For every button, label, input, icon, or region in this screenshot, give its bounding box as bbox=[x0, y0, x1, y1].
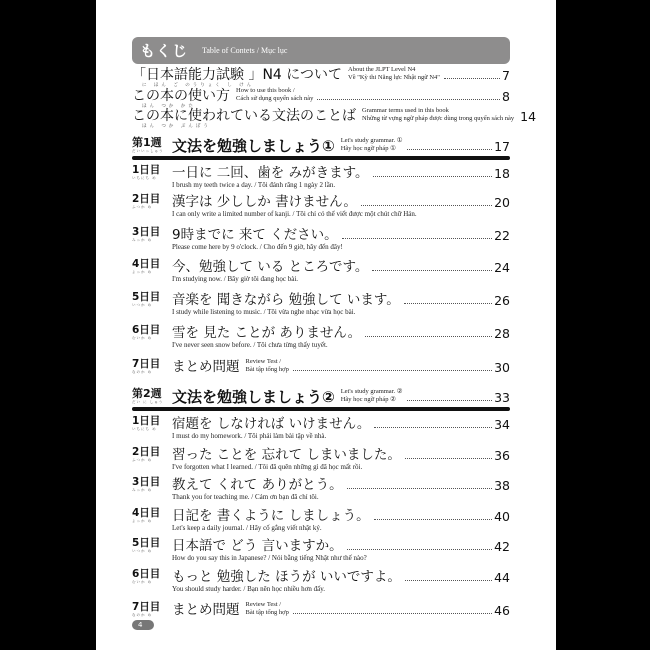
leader-dots bbox=[317, 98, 500, 100]
entry-translation: I've forgotten what I learned. / Tôi đã quên những gì đã học mất rồi. bbox=[172, 463, 363, 471]
page-ref: 17 bbox=[494, 139, 510, 154]
day-label: 7日目 なのか め bbox=[132, 358, 161, 374]
week-divider bbox=[132, 407, 510, 411]
entry-title: 雪を 見た ことが ありません。 bbox=[172, 325, 362, 341]
page-ref: 34 bbox=[494, 417, 510, 432]
week-divider bbox=[132, 156, 510, 160]
page-ref: 46 bbox=[494, 603, 510, 618]
day-label: 2日目 ふつか め bbox=[132, 193, 161, 209]
toc-w1-day-7[interactable] bbox=[132, 358, 510, 375]
day-label: 6日目 むいか め bbox=[132, 324, 161, 340]
entry-title: まとめ問題 bbox=[172, 602, 240, 618]
entry-title: まとめ問題 bbox=[172, 359, 240, 375]
leader-dots bbox=[407, 148, 493, 150]
entry-title: 漢字は 少ししか 書けません。 bbox=[172, 194, 357, 210]
entry-title: 教えて くれて ありがとう。 bbox=[172, 477, 343, 493]
day-label: 1日目 いちにち め bbox=[132, 164, 161, 180]
entry-title: 一日に 二回、歯を みがきます。 bbox=[172, 165, 369, 181]
entry-desc: Review Test / Bài tập tổng hợp bbox=[245, 601, 289, 616]
entry-title: 日本語で どう 言いますか。 bbox=[172, 538, 343, 554]
entry-translation: How do you say this in Japanese? / Nói bằng tiếng Nhật như thế nào? bbox=[172, 554, 367, 562]
entry-title: 音楽を 聞きながら 勉強して います。 bbox=[172, 292, 400, 308]
toc-page bbox=[96, 0, 556, 650]
entry-desc: About the JLPT Level N4 Về "Kỳ thi Năng lực Nhật ngữ N4" bbox=[348, 66, 440, 81]
page-ref: 20 bbox=[494, 195, 510, 210]
week-label: 第1週 だいいっしゅう bbox=[132, 136, 164, 153]
entry-title: この本に使われている文法のことば bbox=[132, 108, 356, 124]
entry-desc: How to use this book / Cách sử dụng quyển sách này bbox=[236, 87, 314, 102]
page-ref: 30 bbox=[494, 360, 510, 375]
page-ref: 14 bbox=[520, 109, 537, 124]
leader-dots bbox=[374, 518, 493, 520]
leader-dots bbox=[347, 548, 493, 550]
toc-w2-day-2[interactable] bbox=[132, 446, 510, 472]
entry-translation: I can only write a limited number of kanji. / Tôi chỉ có thể viết được một chút chữ Hán. bbox=[172, 210, 417, 218]
toc-w2-day-4[interactable] bbox=[132, 507, 510, 533]
entry-title: 今、勉強して いる ところです。 bbox=[172, 259, 369, 275]
page-ref: 24 bbox=[494, 260, 510, 275]
entry-title: もっと 勉強した ほうが いいですよ。 bbox=[172, 569, 401, 585]
page-ref: 38 bbox=[494, 478, 510, 493]
toc-week-1[interactable] bbox=[132, 136, 510, 154]
page-ref: 18 bbox=[494, 166, 510, 181]
day-label: 2日目 ふつか め bbox=[132, 446, 161, 462]
entry-translation: You should study harder. / Bạn nên học nhiều hơn đấy. bbox=[172, 585, 326, 593]
page-ref: 33 bbox=[494, 390, 510, 405]
page-number-badge: 4 bbox=[132, 620, 154, 630]
week-desc: Let's study grammar. ① Hãy học ngữ pháp ① bbox=[340, 137, 403, 152]
toc-header-bar bbox=[132, 37, 510, 64]
leader-dots bbox=[347, 487, 493, 489]
toc-w1-day-4[interactable] bbox=[132, 258, 510, 284]
page-ref: 28 bbox=[494, 326, 510, 341]
week-label: 第2週 だい に しゅう bbox=[132, 387, 164, 404]
week-desc: Let's study grammar. ② Hãy học ngữ pháp ② bbox=[340, 388, 403, 403]
toc-title-en: Table of Contets / Mục lục bbox=[202, 46, 288, 55]
toc-entry-grammar-terms[interactable] bbox=[132, 107, 537, 130]
entry-title: 「日本語能力試験 」N4 について bbox=[132, 67, 342, 83]
leader-dots bbox=[444, 77, 500, 79]
day-label: 3日目 みっか め bbox=[132, 226, 161, 242]
day-label: 6日目 むいか め bbox=[132, 568, 161, 584]
entry-translation: Thank you for teaching me. / Cảm ơn bạn đã chỉ tôi. bbox=[172, 493, 319, 501]
entry-translation: I've never seen snow before. / Tôi chưa từng thấy tuyết. bbox=[172, 341, 328, 349]
leader-dots bbox=[293, 612, 492, 614]
entry-translation: I'm studying now. / Bây giờ tôi đang học bài. bbox=[172, 275, 299, 283]
week-title: 文法を勉強しましょう① bbox=[172, 137, 335, 155]
entry-title: この本の使い方 bbox=[132, 88, 230, 104]
week-title: 文法を勉強しましょう② bbox=[172, 388, 335, 406]
leader-dots bbox=[372, 269, 492, 271]
leader-dots bbox=[373, 175, 493, 177]
leader-dots bbox=[405, 457, 492, 459]
leader-dots bbox=[365, 335, 492, 337]
day-label: 5日目 いつか め bbox=[132, 291, 161, 307]
day-label: 4日目 よっか め bbox=[132, 258, 161, 274]
entry-translation: Let's keep a daily journal. / Hãy cố gắng viết nhật ký. bbox=[172, 524, 322, 532]
page-ref: 42 bbox=[494, 539, 510, 554]
toc-w1-day-6[interactable] bbox=[132, 324, 510, 350]
entry-title: 日記を 書くように しましょう。 bbox=[172, 508, 370, 524]
entry-title: 習った ことを 忘れて しまいました。 bbox=[172, 447, 401, 463]
leader-dots bbox=[404, 302, 492, 304]
entry-title: 宿題を しなければ いけません。 bbox=[172, 416, 371, 432]
toc-w2-day-7[interactable] bbox=[132, 601, 510, 618]
entry-translation: Please come here by 9 o'clock. / Cho đến 9 giờ, hãy đến đây! bbox=[172, 243, 343, 251]
entry-ruby: ほん つか ぶんぽう bbox=[142, 124, 211, 129]
page-ref: 40 bbox=[494, 509, 510, 524]
entry-title: 9時までに 来て ください。 bbox=[172, 227, 338, 243]
entry-ruby: に ほん ご のうりょく し けん bbox=[142, 83, 255, 88]
toc-entry-about-jlpt[interactable] bbox=[132, 66, 510, 89]
leader-dots bbox=[374, 426, 492, 428]
toc-w2-day-3[interactable] bbox=[132, 476, 510, 502]
leader-dots bbox=[407, 399, 493, 401]
leader-dots bbox=[293, 369, 492, 371]
page-ref: 36 bbox=[494, 448, 510, 463]
toc-title-jp: もくじ bbox=[140, 42, 189, 60]
day-label: 1日目 いちにち め bbox=[132, 415, 161, 431]
day-label: 4日目 よっか め bbox=[132, 507, 161, 523]
day-label: 3日目 みっか め bbox=[132, 476, 161, 492]
leader-dots bbox=[342, 237, 492, 239]
toc-w1-day-3[interactable] bbox=[132, 226, 510, 252]
day-label: 7日目 なのか め bbox=[132, 601, 161, 617]
leader-dots bbox=[405, 579, 492, 581]
entry-ruby: ほん つか かた bbox=[142, 104, 196, 109]
page-ref: 22 bbox=[494, 228, 510, 243]
entry-translation: I must do my homework. / Tôi phải làm bài tập về nhà. bbox=[172, 432, 327, 440]
leader-dots bbox=[361, 204, 492, 206]
toc-w1-day-5[interactable] bbox=[132, 291, 510, 317]
toc-week-2[interactable] bbox=[132, 387, 510, 405]
page-ref: 26 bbox=[494, 293, 510, 308]
entry-desc: Grammar terms used in this book Những từ vựng ngữ pháp được dùng trong quyển sách này bbox=[362, 107, 515, 122]
toc-w2-day-6[interactable] bbox=[132, 568, 510, 594]
toc-w2-day-5[interactable] bbox=[132, 537, 510, 563]
page-ref: 7 bbox=[502, 68, 510, 83]
entry-desc: Review Test / Bài tập tổng hợp bbox=[245, 358, 289, 373]
page-ref: 8 bbox=[502, 89, 510, 104]
toc-w2-day-1[interactable] bbox=[132, 415, 510, 441]
day-label: 5日目 いつか め bbox=[132, 537, 161, 553]
entry-translation: I study while listening to music. / Tôi vừa nghe nhạc vừa học bài. bbox=[172, 308, 356, 316]
toc-w1-day-2[interactable] bbox=[132, 193, 510, 219]
toc-w1-day-1[interactable] bbox=[132, 164, 510, 190]
entry-translation: I brush my teeth twice a day. / Tôi đánh răng 1 ngày 2 lần. bbox=[172, 181, 336, 189]
page-ref: 44 bbox=[494, 570, 510, 585]
